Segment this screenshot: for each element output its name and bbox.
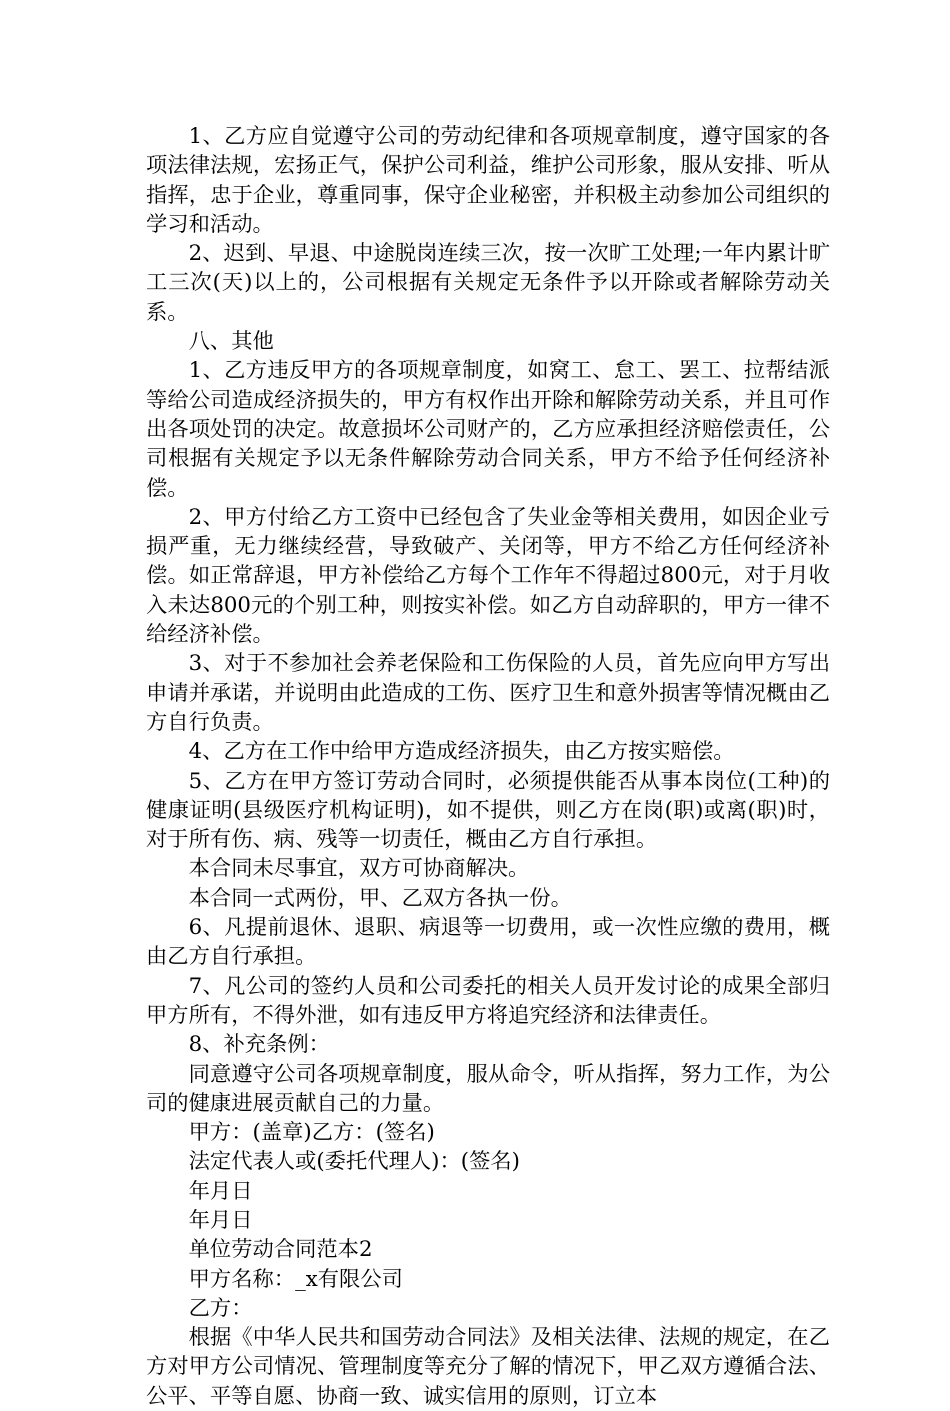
paragraph-clause-2-absence: 2、迟到、早退、中途脱岗连续三次，按一次旷工处理;一年内累计旷工三次(天)以上的，公司根据有关规定无条件予以开除或者解除劳动关系。 — [146, 241, 830, 325]
paragraph-copies: 本合同一式两份，甲、乙双方各执一份。 — [188, 885, 572, 911]
party-a-name: 甲方名称：_x有限公司 — [188, 1266, 403, 1292]
paragraph-legal-basis: 根据《中华人民共和国劳动合同法》及相关法律、法规的规定，在乙方对甲方公司情况、管理制度等充分了解的情况下，甲乙双方遵循合法、公平、平等自愿、协商一致、诚实信用的原则，订立本 — [146, 1325, 830, 1409]
paragraph-agreement: 同意遵守公司各项规章制度，服从命令，听从指挥，努力工作，为公司的健康进展贡献自己的力量。 — [146, 1061, 830, 1116]
party-b-name: 乙方： — [188, 1295, 253, 1321]
date-line-1: 年月日 — [188, 1178, 253, 1204]
date-line-2: 年月日 — [188, 1207, 253, 1233]
paragraph-other-5-health-certificate: 5、乙方在甲方签订劳动合同时，必须提供能否从事本岗位(工种)的健康证明(县级医疗机构证明)，如不提供，则乙方在岗(职)或离(职)时，对于所有伤、病、残等一切责任，概由乙方自行承担。 — [146, 768, 830, 853]
paragraph-unresolved-matters: 本合同未尽事宜，双方可协商解决。 — [188, 856, 530, 882]
paragraph-clause-1-discipline: 1、乙方应自觉遵守公司的劳动纪律和各项规章制度，遵守国家的各项法律法规，宏扬正气，保护公司利益，维护公司形象，服从安排、听从指挥，忠于企业，尊重同事，保守企业秘密，并积极主动参加公司组织的学习和活动。 — [146, 124, 830, 237]
paragraph-other-7-ownership: 7、凡公司的签约人员和公司委托的相关人员开发讨论的成果全部归甲方所有，不得外泄，如有违反甲方将追究经济和法律责任。 — [146, 973, 830, 1028]
signature-parties: 甲方：(盖章)乙方：(签名) — [188, 1120, 435, 1146]
paragraph-other-8-supplementary: 8、补充条例： — [188, 1032, 330, 1058]
document-page — [146, 122, 830, 1411]
paragraph-other-2-compensation: 2、甲方付给乙方工资中已经包含了失业金等相关费用，如因企业亏损严重，无力继续经营，导致破产、关闭等，甲方不给乙方任何经济补偿。如正常辞退，甲方补偿给乙方每个工作年不得超过800元，对于月收入未达800元的个别工种，则按实补偿。如乙方自动辞职的，甲方一律不给经济补偿。 — [146, 504, 830, 648]
paragraph-other-3-insurance: 3、对于不参加社会养老保险和工伤保险的人员，首先应向甲方写出申请并承诺，并说明由此造成的工伤、医疗卫生和意外损害等情况概由乙方自行负责。 — [146, 651, 830, 735]
paragraph-other-4-damages: 4、乙方在工作中给甲方造成经济损失，由乙方按实赔偿。 — [188, 739, 735, 765]
template-title-2: 单位劳动合同范本2 — [188, 1237, 373, 1263]
signature-representative: 法定代表人或(委托代理人)：(签名) — [188, 1149, 520, 1175]
paragraph-other-6-retirement: 6、凡提前退休、退职、病退等一切费用，或一次性应缴的费用，概由乙方自行承担。 — [146, 915, 830, 970]
paragraph-other-1-violations: 1、乙方违反甲方的各项规章制度，如窝工、怠工、罢工、拉帮结派等给公司造成经济损失的，甲方有权作出开除和解除劳动关系，并且可作出各项处罚的决定。故意损坏公司财产的，乙方应承担经济赔偿责任，公司根据有关规定予以无条件解除劳动合同关系，甲方不给予任何经济补偿。 — [146, 358, 830, 501]
section-heading-other: 八、其他 — [188, 329, 274, 355]
